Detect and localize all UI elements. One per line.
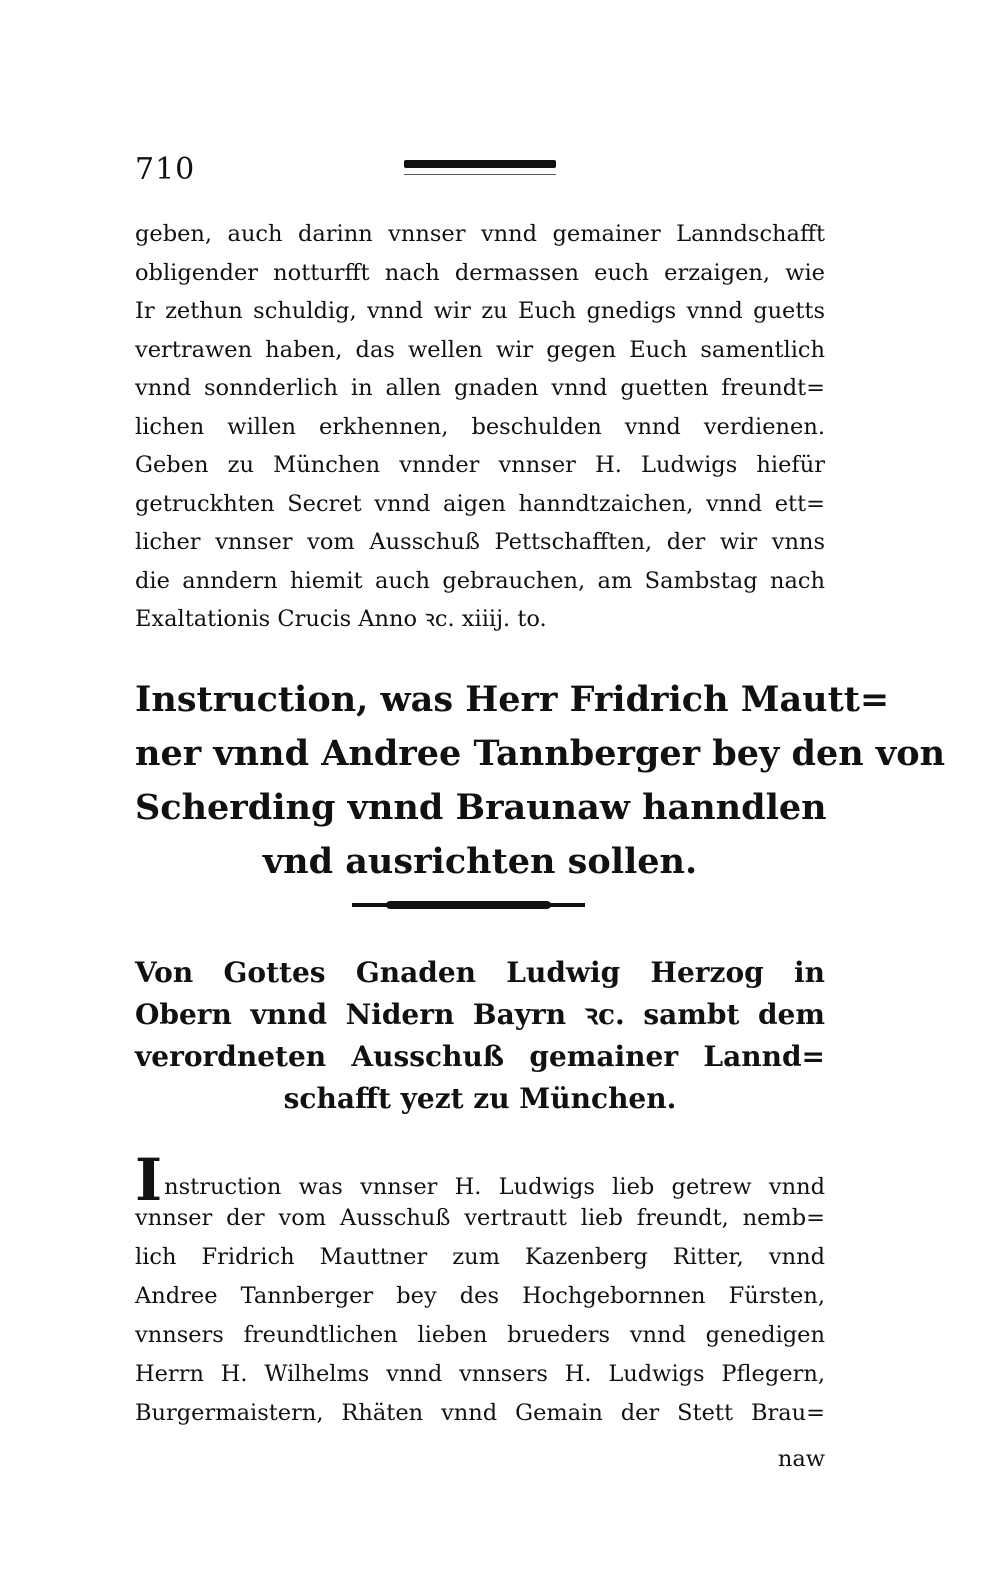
text-line: lichen willen erkhennen, beschulden vnnd verdienen. xyxy=(135,413,825,440)
text-line: obligender notturfft nach dermassen euch erzaigen, wie xyxy=(135,259,825,286)
title-line: ner vnnd Andree Tannberger bey den von xyxy=(135,733,946,774)
instruction-paragraph xyxy=(135,1146,825,1433)
text-line: Ir zethun schuldig, vnnd wir zu Euch gnedigs vnnd guetts xyxy=(135,298,825,324)
decree-heading xyxy=(135,952,825,1120)
text-line: vnnser der vom Ausschuß vertrautt lieb freundt, nemb= xyxy=(135,1205,825,1231)
heading-line: schafft yezt zu München. xyxy=(283,1082,677,1115)
text-line: vnnsers freundtlichen lieben brueders vnnd genedigen xyxy=(135,1322,825,1348)
text-line: Andree Tannberger bey des Hochgebornnen Fürsten, xyxy=(135,1283,825,1309)
text-line: die anndern hiemit auch gebrauchen, am Sambstag nach xyxy=(135,567,825,594)
closing-paragraph xyxy=(135,215,825,639)
header-ornament-hairline xyxy=(404,174,556,175)
text-fragment: nstruction was vnnser H. Ludwigs lieb getrew vnnd xyxy=(164,1174,825,1200)
text-line: lich Fridrich Mauttner zum Kazenberg Ritter, vnnd xyxy=(135,1244,825,1270)
section-divider xyxy=(352,903,585,907)
header-ornament-rule xyxy=(404,160,556,168)
text-line: Herrn H. Wilhelms vnnd vnnsers H. Ludwigs Pflegern, xyxy=(135,1361,825,1387)
drop-cap: I xyxy=(135,1146,163,1214)
text-line: licher vnnser vom Ausschuß Pettschafften, der wir vnns xyxy=(135,529,825,555)
title-line: Scherding vnnd Braunaw hanndlen xyxy=(135,787,827,828)
heading-line: Obern vnnd Nidern Bayrn ꝛc. sambt dem xyxy=(135,998,825,1031)
title-line: Instruction, was Herr Fridrich Mautt= xyxy=(135,679,890,720)
text-line: geben, auch darinn vnnser vnnd gemainer Lanndschafft xyxy=(135,221,825,247)
heading-line: Von Gottes Gnaden Ludwig Herzog in xyxy=(135,956,825,989)
heading-line: verordneten Ausschuß gemainer Lannd= xyxy=(135,1040,825,1073)
text-line: Exaltationis Crucis Anno ꝛc. xiiij. to. xyxy=(135,606,547,632)
catchword: naw xyxy=(777,1446,825,1472)
text-line: vnnd sonnderlich in allen gnaden vnnd guetten freundt= xyxy=(135,375,825,401)
page-number: 710 xyxy=(135,152,196,187)
instruction-title xyxy=(135,673,946,889)
text-line xyxy=(135,1146,825,1214)
text-line: getruckhten Secret vnnd aigen hanndtzaichen, vnnd ett= xyxy=(135,490,825,517)
text-line: vertrawen haben, das wellen wir gegen Euch samentlich xyxy=(135,336,825,363)
title-line: vnd ausrichten sollen. xyxy=(262,841,698,882)
text-line: Burgermaistern, Rhäten vnnd Gemain der Stett Brau= xyxy=(135,1400,825,1426)
text-line: Geben zu München vnnder vnnser H. Ludwigs hiefür xyxy=(135,452,825,478)
